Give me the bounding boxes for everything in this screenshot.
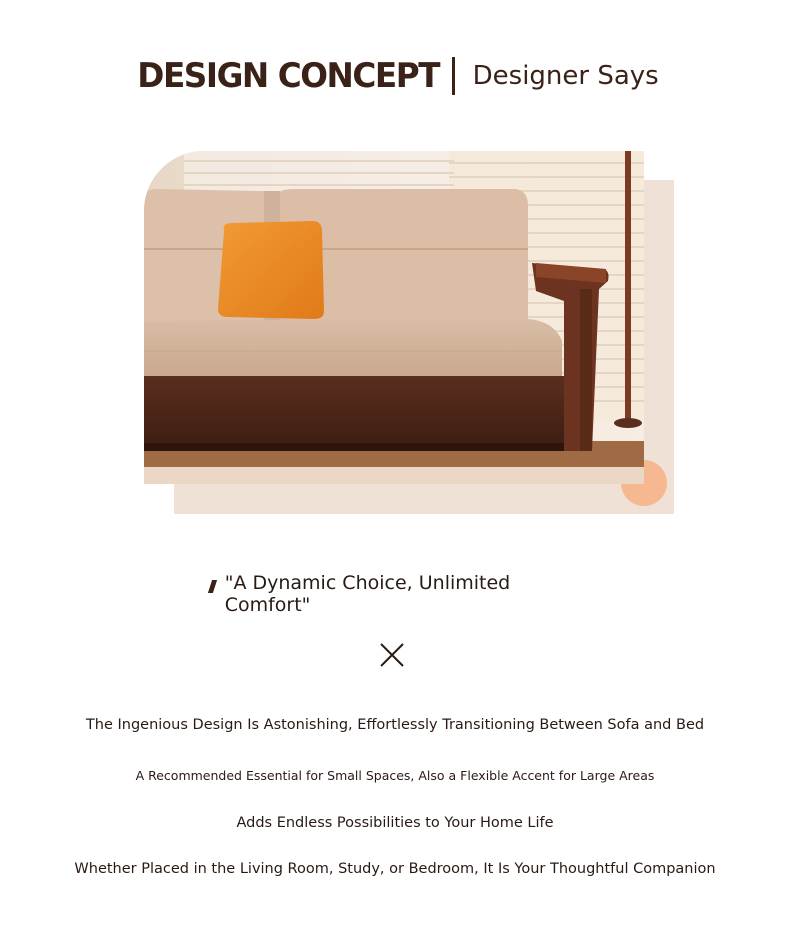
sofa-bed-photo — [144, 151, 644, 484]
quote-mark-icon — [208, 580, 217, 593]
description-line-1: The Ingenious Design Is Astonishing, Effortlessly Transitioning Between Sofa and Bed — [85, 717, 705, 733]
header-subtitle: Designer Says — [472, 61, 659, 91]
description-line-3: Adds Endless Possibilities to Your Home Life — [236, 815, 554, 831]
description-line-2: A Recommended Essential for Small Spaces, Also a Flexible Accent for Large Areas — [135, 768, 655, 783]
designer-quote — [210, 572, 580, 616]
quote-text: "A Dynamic Choice, Unlimited Comfort" — [224, 572, 511, 616]
description-line-4: Whether Placed in the Living Room, Study, or Bedroom, It Is Your Thoughtful Companion — [74, 861, 716, 877]
brand-title: DESIGN CONCEPT — [137, 56, 440, 96]
close-icon[interactable] — [379, 642, 405, 668]
